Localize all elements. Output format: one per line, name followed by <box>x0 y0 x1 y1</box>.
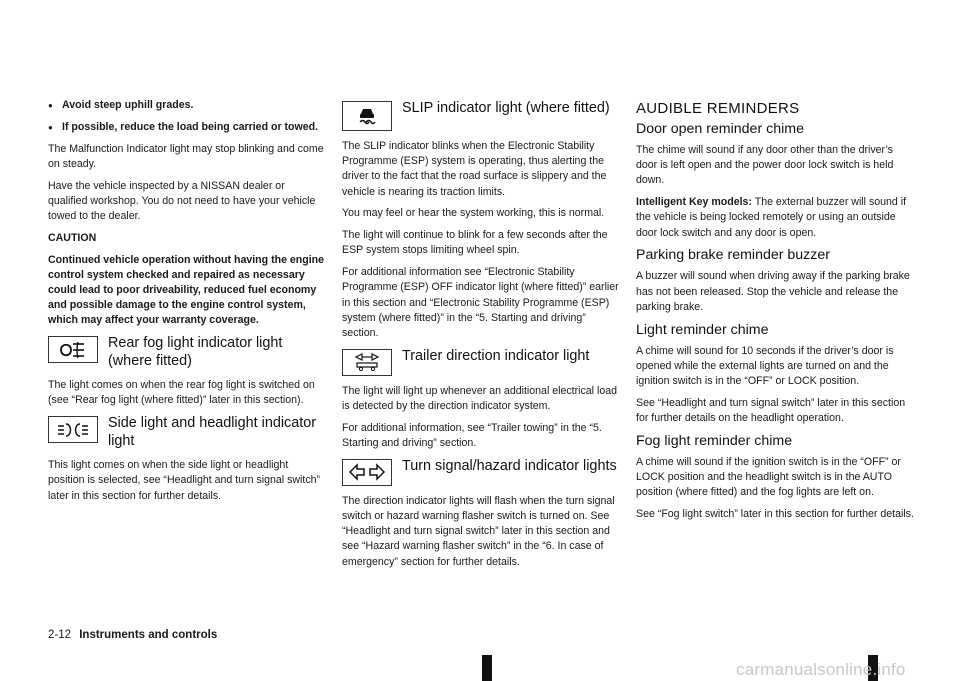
slip-section-header <box>342 100 622 131</box>
paragraph: The chime will sound if any door other than the driver’s door is left open and the power door lock switch is held down. <box>636 144 894 187</box>
bullet-item: ● Avoid steep uphill grades. <box>48 98 327 113</box>
subheading: Door open reminder chime <box>636 121 804 137</box>
paragraph: The Malfunction Indicator light may stop blinking and come on steady. <box>48 142 324 170</box>
side-light-section-header <box>48 415 327 450</box>
section-title: Turn signal/hazard indicator lights <box>402 457 617 474</box>
caution-text: Continued vehicle operation without having the engine control system checked and repaired as necessary could lead to poor driveability, reduced fuel economy and possible damage to the engine control system, which may affect your warranty coverage. <box>48 253 325 327</box>
section-title: SLIP indicator light (where fitted) <box>402 100 610 116</box>
rear-fog-light-icon <box>48 336 98 363</box>
section-title: Trailer direction indicator light <box>402 347 590 364</box>
subheading: Light reminder chime <box>636 321 769 338</box>
bullet-item: ● If possible, reduce the load being carried or towed. <box>48 120 327 135</box>
paragraph: A chime will sound if the ignition switch is in the “OFF” or LOCK position and the headlight switch is in the AUTO position (where fitted) and the fog lights are left on. <box>636 455 901 499</box>
paragraph: A chime will sound for 10 seconds if the driver’s door is opened while the external lights are turned on and the ignition switch is in the “OFF” or LOCK position. <box>636 344 894 388</box>
subheading: Fog light reminder chime <box>636 432 793 449</box>
rear-fog-section-header <box>48 335 327 370</box>
column-right <box>636 100 914 529</box>
paragraph: The light will light up whenever an additional electrical load is detected by the direction indicator system. <box>342 384 618 413</box>
section-title: Side light and headlight indicator light <box>108 415 317 449</box>
paragraph: For additional information see “Electronic Stability Programme (ESP) OFF indicator light (where fitted)” earlier in this section and “Electronic Stability Programme (ESP) system (where fitted)” in the “5. Starting and driving” section. <box>342 266 619 340</box>
paragraph: Have the vehicle inspected by a NISSAN dealer or qualified workshop. You do not need to have your vehicle towed to the dealer. <box>48 179 316 222</box>
turn-signal-icon <box>342 459 392 486</box>
paragraph: A buzzer will sound when driving away if the parking brake has not been released. Stop the vehicle and release the parking brake. <box>636 270 910 313</box>
page-footer <box>48 629 217 641</box>
side-light-icon <box>48 416 98 443</box>
subheading: Parking brake reminder buzzer <box>636 247 830 264</box>
paragraph: See “Fog light switch” later in this section for further details. <box>636 508 914 521</box>
paragraph: You may feel or hear the system working, this is normal. <box>342 207 605 220</box>
watermark: carmanualsonline.info <box>736 660 906 679</box>
section-title: Rear fog light indicator light (where fitted) <box>108 335 283 369</box>
paragraph: See “Headlight and turn signal switch” later in this section for further details on the headlight operation. <box>636 396 906 425</box>
main-heading: AUDIBLE REMINDERS <box>636 100 800 117</box>
trailer-direction-icon <box>342 349 392 376</box>
paragraph: The SLIP indicator blinks when the Electronic Stability Programme (ESP) system is operating, thus alerting the driver to the fact that the road surface is slippery and the vehicle is nearing its traction limits. <box>342 140 607 198</box>
paragraph-text: The external buzzer will sound if the vehicle is being locked remotely or using an outside door lock switch and any door is open. <box>636 196 907 239</box>
paragraph <box>636 195 914 241</box>
slip-indicator-icon <box>342 101 392 131</box>
bold-lead: Intelligent Key models: <box>636 196 752 209</box>
caution-heading: CAUTION <box>48 231 97 244</box>
page-number: 2-12 <box>48 629 72 641</box>
paragraph: The light will continue to blink for a few seconds after the ESP system stops limiting wheel spin. <box>342 229 608 257</box>
paragraph: For additional information, see “Trailer towing” in the “5. Starting and driving” section. <box>342 421 602 450</box>
paragraph: The direction indicator lights will flash when the turn signal switch or hazard warning flasher switch is turned on. See “Headlight and turn signal switch” later in this section and see “Hazard warning flasher switch” in the “6. In case of emergency” section for further details. <box>342 494 615 568</box>
turn-signal-section-header <box>342 458 622 486</box>
section-name: Instruments and controls <box>79 629 218 641</box>
column-middle <box>342 94 622 576</box>
column-left <box>48 98 327 510</box>
paragraph: This light comes on when the side light or headlight position is selected, see “Headlight and turn signal switch” later in this section for further details. <box>48 459 321 502</box>
crop-mark <box>482 655 492 681</box>
paragraph: The light comes on when the rear fog light is switched on (see “Rear fog light (where fitted)” later in this section). <box>48 379 315 407</box>
trailer-section-header <box>342 348 622 376</box>
